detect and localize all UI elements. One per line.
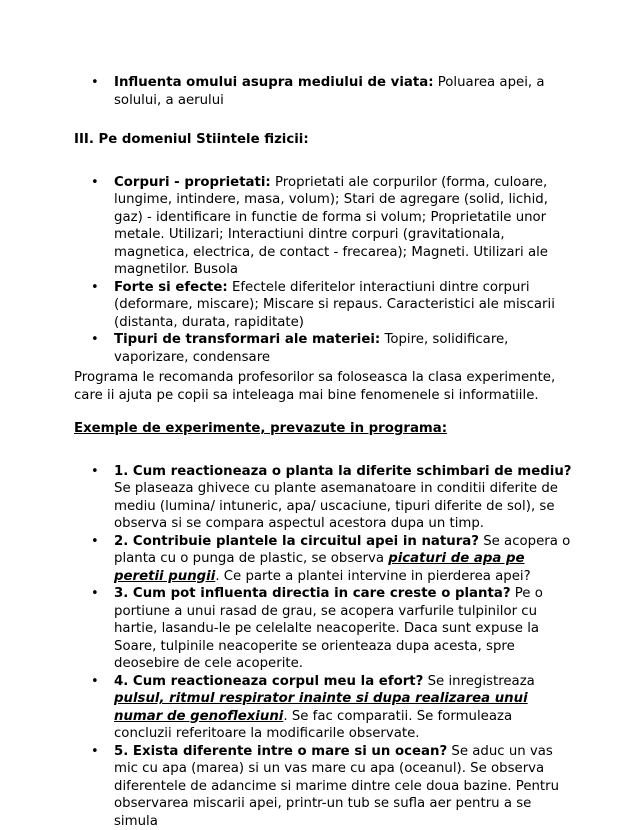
list-item [74, 74, 574, 109]
bullet-list-physics [74, 174, 574, 367]
item-title: 3. Cum pot influenta directia in care creste o planta? [114, 586, 511, 601]
bullet-list-experiments [74, 463, 574, 830]
examples-heading: Exemple de experimente, prevazute in programa: [74, 420, 574, 438]
item-title: Forte si efecte: [114, 280, 228, 295]
list-item [74, 673, 574, 743]
list-item [74, 174, 574, 279]
item-text: Pe o portiune a unui rasad de grau, se acopera varfurile tulpinilor cu hartie, lasandu-le pe celelalte neacoperite. Daca sunt expuse la Soare, tulpinile neacoperite se orienteaza dupa acesta, spre deosebire de cele acoperite. [114, 586, 543, 671]
list-item [74, 463, 574, 533]
item-title: 2. Contribuie plantele la circuitul apei in natura? [114, 534, 479, 549]
item-emphasis: pulsul, ritmul respirator inainte si dupa realizarea unui numar de genoflexiuni [114, 691, 528, 724]
list-item [74, 279, 574, 332]
item-title: 4. Cum reactioneaza corpul meu la efort? [114, 674, 423, 689]
item-text: Efectele diferitelor interactiuni dintre corpuri (deformare, miscare); Miscare si repaus. Caracteristici ale miscarii (distanta, durata, rapiditate) [114, 280, 555, 330]
item-text: Topire, solidificare, vaporizare, condensare [114, 332, 508, 365]
item-text: Se aduc un vas mic cu apa (marea) si un vas mare cu apa (oceanul). Se observa diferentele de adancime si marime dintre cele doua bazine. Pentru observarea miscarii apei, printr-un tub se sufla aer pentru a se simula [114, 744, 559, 829]
list-item [74, 585, 574, 673]
document-page [74, 74, 574, 830]
paragraph: Programa le recomanda profesorilor sa foloseasca la clasa experimente, care ii ajuta pe copii sa inteleaga mai bine fenomenele si informatiile. [74, 369, 574, 404]
list-item [74, 533, 574, 586]
item-title: Tipuri de transformari ale materiei: [114, 332, 380, 347]
item-text: Poluarea apei, a solului, a aerului [114, 75, 545, 108]
item-title: Influenta omului asupra mediului de viata: [114, 75, 434, 90]
list-item [74, 743, 574, 830]
section-heading: III. Pe domeniul Stiintele fizicii: [74, 131, 574, 149]
item-emphasis: picaturi de apa pe peretii pungii [114, 551, 525, 584]
item-text-end: . Ce parte a plantei intervine in pierderea apei? [215, 569, 530, 584]
bullet-list-top [74, 74, 574, 109]
item-title: 1. Cum reactioneaza o planta la diferite schimbari de mediu? [114, 464, 572, 479]
item-text: Se plaseaza ghivece cu plante asemanatoare in conditii diferite de mediu (lumina/ intuneric, apa/ uscaciune, tipuri diferite de sol), se observa si se compara aspectul acestora dupa un timp. [114, 481, 558, 531]
item-text-end: . Se fac comparatii. Se formuleaza concluzii referitoare la modificarile observate. [114, 709, 512, 742]
item-title: 5. Exista diferente intre o mare si un ocean? [114, 744, 447, 759]
item-text: Proprietati ale corpurilor (forma, culoare, lungime, intindere, masa, volum); Stari de agregare (solid, lichid, gaz) - identificare in functie de forma si volum; Proprietatile unor metale. Utilizari; Interactiuni dintre corpuri (gravitationala, magnetica, electrica, de contact - frecarea); Magneti. Utilizari ale magnetilor. Busola [114, 175, 548, 278]
item-text: Se acopera o planta cu o punga de plastic, se observa [114, 534, 570, 567]
list-item [74, 331, 574, 366]
item-text: Se inregistreaza [423, 674, 534, 689]
item-title: Corpuri - proprietati: [114, 175, 271, 190]
